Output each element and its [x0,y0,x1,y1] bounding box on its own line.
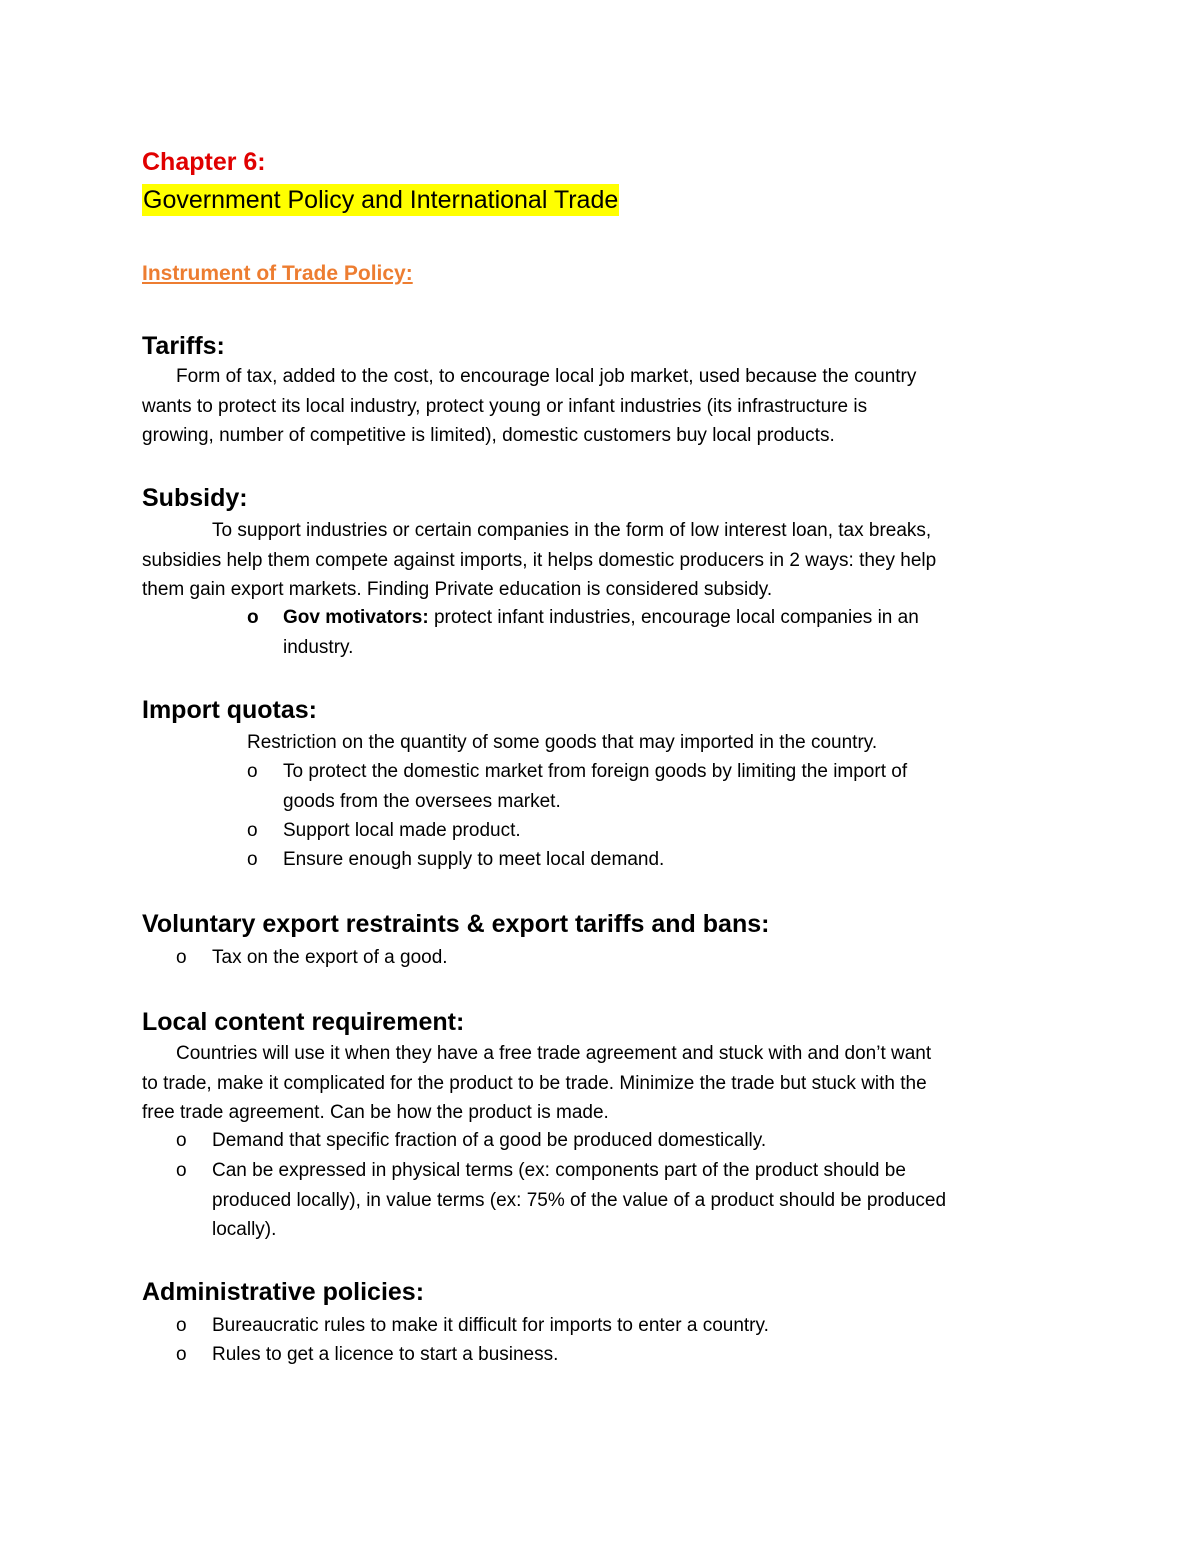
import-quotas-heading: Import quotas: [142,696,317,724]
list-item-line: To protect the domestic market from foreign goods by limiting the import of [283,761,908,782]
list-item-line: Bureaucratic rules to make it difficult for imports to enter a country. [212,1315,769,1336]
subsidy-line-1: To support industries or certain companies in the form of low interest loan, tax breaks, [212,520,932,541]
chapter-number: Chapter 6: [142,148,266,176]
tariffs-line-2: wants to protect its local industry, protect young or infant industries (its infrastructure is [142,395,868,417]
bullet-mark: o [176,1130,187,1151]
tariffs-paragraph [142,362,1062,451]
list-item-line: Demand that specific fraction of a good be produced domestically. [212,1130,767,1151]
administrative-heading: Administrative policies: [142,1278,425,1306]
subsidy-line-2: subsidies help them compete against imports, it helps domestic producers in 2 ways: they help [142,549,937,571]
local-content-line-3: free trade agreement. Can be how the product is made. [142,1102,609,1123]
tariffs-line-3: growing, number of competitive is limited), domestic customers buy local products. [142,425,835,446]
bullet-mark: o [176,1344,187,1365]
list-item-line: locally). [212,1219,277,1240]
list-item-line: Can be expressed in physical terms (ex: components part of the product should be [212,1160,906,1181]
subsidy-bullet-line-2: industry. [283,636,354,658]
list-item-line: Rules to get a licence to start a business. [212,1344,559,1365]
local-content-paragraph [142,1039,1062,1128]
subsidy-paragraph [142,516,1062,605]
local-content-line-1: Countries will use it when they have a free trade agreement and stuck with and don’t want [176,1043,932,1064]
instrument-heading: Instrument of Trade Policy: [142,262,413,285]
bullet-mark: o [247,849,258,870]
subsidy-bullet-line-1: protect infant industries, encourage local companies in an [428,607,919,628]
bullet-mark: o [176,1315,187,1336]
bullet-mark: o [176,947,187,968]
chapter-title: Government Policy and International Trade [143,186,619,214]
import-quotas-intro: Restriction on the quantity of some goods that may imported in the country. [247,732,878,753]
subsidy-line-3: them gain export markets. Finding Private education is considered subsidy. [142,579,773,600]
list-item-line: produced locally), in value terms (ex: 75% of the value of a product should be produced [212,1189,947,1211]
tariffs-heading: Tariffs: [142,332,225,360]
subsidy-heading: Subsidy: [142,484,248,512]
list-item-line: Support local made product. [283,820,521,841]
bullet-mark: o [247,820,258,841]
list-item-line: goods from the oversees market. [283,790,561,812]
list-item-line: Tax on the export of a good. [212,947,448,968]
tariffs-line-1: Form of tax, added to the cost, to encourage local job market, used because the country [176,366,917,387]
list-item-line: Ensure enough supply to meet local demand. [283,849,665,870]
voluntary-heading: Voluntary export restraints & export tariffs and bans: [142,910,770,938]
local-content-line-2: to trade, make it complicated for the product to be trade. Minimize the trade but stuck with the [142,1072,927,1094]
bullet-mark: o [247,761,258,782]
bullet-mark: o [247,607,259,628]
bullet-mark: o [176,1160,187,1181]
gov-motivators-label: Gov motivators: [283,607,429,628]
local-content-heading: Local content requirement: [142,1008,465,1036]
